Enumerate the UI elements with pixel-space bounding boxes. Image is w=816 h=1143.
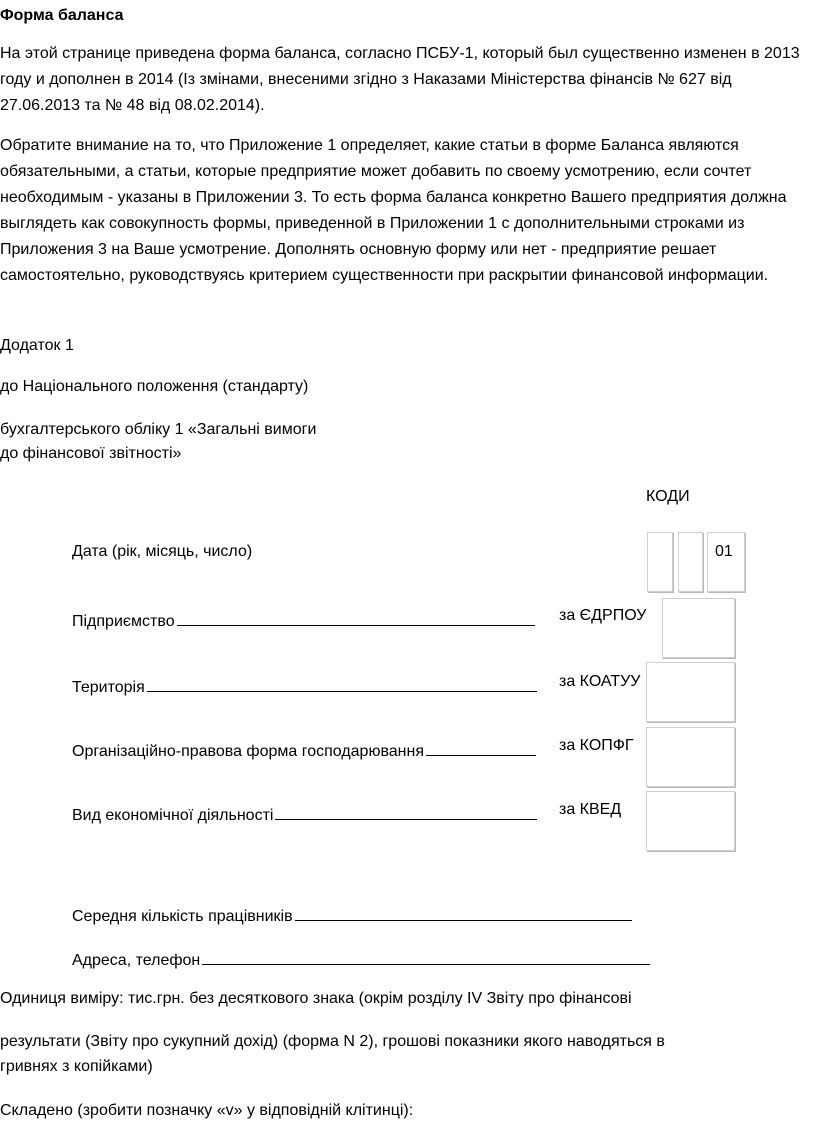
legal-form-label: Організаційно-правова форма господарювання	[72, 743, 424, 760]
kved-code-cell[interactable]	[646, 791, 735, 851]
edrpou-code-cell[interactable]	[662, 598, 735, 658]
note-paragraph: Обратите внимание на то, что Приложение 1 определяет, какие статьи в форме Баланса являются обязательными, а статьи, которые предприятие может добавить по своему усмотрению, если сочтет необходимым - указаны в Приложении 3. То есть форма баланса конкретно Вашего предприятия должна выглядеть как совокупность формы, приведенной в Приложении 1 с дополнительными строками из Приложения 3 на Ваше усмотрение. Дополнять основную форму или нет - предприятие решает самостоятельно, руководствуясь критерием существенности при раскрытии финансовой информации.	[0, 137, 787, 284]
page-title: Форма баланса	[0, 7, 124, 24]
date-day-cell[interactable]	[707, 532, 745, 592]
date-code-value: 01	[715, 543, 733, 560]
address-input-line[interactable]	[202, 946, 650, 965]
enterprise-input-line[interactable]	[177, 607, 535, 626]
employees-input-line[interactable]	[295, 902, 632, 921]
enterprise-code-label: за ЄДРПОУ	[559, 607, 647, 624]
employees-label: Середня кількість працівників	[72, 908, 293, 925]
unit-line-3: гривнях з копійками)	[0, 1058, 153, 1075]
activity-label: Вид економічної діяльності	[72, 807, 274, 824]
territory-code-label: за КОАТУУ	[559, 673, 641, 690]
attachment-reporting: до фінансової звітності»	[0, 445, 182, 462]
legal-form-row	[72, 737, 536, 761]
enterprise-row	[72, 607, 535, 631]
unit-line-2: результати (Звіту про сукупний дохід) (форма N 2), грошові показники якого наводяться в	[0, 1033, 665, 1050]
kopfg-code-cell[interactable]	[646, 727, 735, 787]
date-label: Дата (рік, місяць, число)	[72, 543, 253, 560]
activity-code-label: за КВЕД	[559, 801, 622, 818]
codes-header: КОДИ	[646, 488, 690, 505]
activity-input-line[interactable]	[275, 801, 537, 820]
date-month-cell[interactable]	[678, 532, 703, 592]
legal-form-code-label: за КОПФГ	[559, 737, 634, 754]
attachment-standard: до Національного положення (стандарту)	[0, 378, 309, 395]
date-year-cell[interactable]	[647, 532, 673, 592]
address-label: Адреса, телефон	[72, 952, 201, 969]
territory-input-line[interactable]	[147, 673, 537, 692]
employees-row	[72, 902, 632, 926]
activity-row	[72, 801, 537, 825]
address-row	[72, 946, 650, 970]
attachment-accounting: бухгалтерського обліку 1 «Загальні вимоги	[0, 421, 317, 438]
compiled-label: Складено (зробити позначку «v» у відповідній клітинці):	[0, 1102, 414, 1119]
territory-label: Територія	[72, 679, 145, 696]
attachment-number: Додаток 1	[0, 337, 74, 354]
unit-line-1: Одиниця виміру: тис.грн. без десяткового знака (окрім розділу IV Звіту про фінансові	[0, 990, 632, 1007]
enterprise-label: Підприємство	[72, 613, 175, 630]
koatuu-code-cell[interactable]	[646, 662, 735, 722]
territory-row	[72, 673, 537, 697]
intro-paragraph: На этой странице приведена форма баланса, согласно ПСБУ-1, который был существенно изменен в 2013 году и дополнен в 2014 (Із змінами, внесеними згідно з Наказами Міністерства фінансів № 627 від 27.06.2013 та № 48 від 08.02.2014).	[0, 45, 800, 114]
legal-form-input-line[interactable]	[426, 737, 536, 756]
